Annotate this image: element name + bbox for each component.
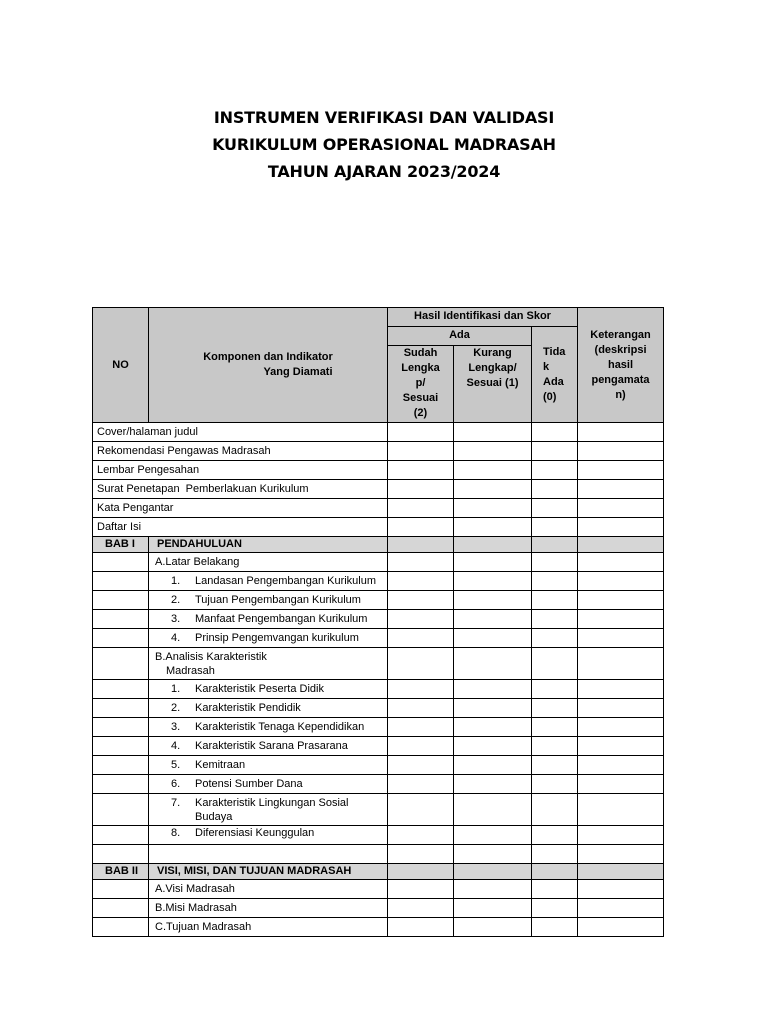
score-cell-sudah[interactable]: [388, 918, 454, 937]
header-kurang: [454, 346, 532, 423]
header-komponen: [149, 308, 388, 423]
keterangan-cell[interactable]: [578, 610, 664, 629]
score-cell-sudah[interactable]: [388, 461, 454, 480]
score-cell-kurang[interactable]: [454, 648, 532, 680]
score-cell-tidak[interactable]: [532, 629, 578, 648]
keterangan-cell[interactable]: [578, 591, 664, 610]
table-row: [93, 699, 664, 718]
score-cell-kurang[interactable]: [454, 775, 532, 794]
score-cell-kurang[interactable]: [454, 629, 532, 648]
score-cell-kurang[interactable]: [454, 899, 532, 918]
header-sudah-line4: Sesuai: [402, 392, 439, 404]
score-cell-kurang[interactable]: [454, 423, 532, 442]
score-cell-kurang[interactable]: [454, 918, 532, 937]
score-cell-kurang[interactable]: [454, 572, 532, 591]
table-row: [93, 423, 664, 442]
header-keterangan-line3: hasil: [607, 358, 634, 371]
header-keterangan: [578, 308, 664, 423]
item-label: Daftar Isi: [93, 518, 388, 537]
table-row: [93, 880, 664, 899]
header-no: NO: [93, 308, 149, 423]
bab-row: [93, 537, 664, 553]
score-cell-sudah[interactable]: [388, 499, 454, 518]
score-cell-sudah[interactable]: [388, 648, 454, 680]
score-cell-sudah[interactable]: [388, 680, 454, 699]
bab-number: BAB II: [93, 864, 149, 880]
item-text: Karakteristik Peserta Didik: [195, 683, 324, 695]
score-cell-tidak[interactable]: [532, 648, 578, 680]
score-cell-sudah[interactable]: [388, 826, 454, 845]
keterangan-cell[interactable]: [578, 737, 664, 756]
score-cell-sudah[interactable]: [388, 423, 454, 442]
item-text: Karakteristik Pendidik: [195, 702, 301, 714]
header-sudah-line1: Sudah: [403, 347, 438, 359]
score-cell-tidak[interactable]: [532, 845, 578, 864]
header-keterangan-line2: (deskripsi: [594, 343, 647, 356]
keterangan-cell[interactable]: [578, 461, 664, 480]
score-cell-sudah[interactable]: [388, 699, 454, 718]
header-tidak-line4: (0): [543, 390, 557, 403]
keterangan-cell[interactable]: [578, 718, 664, 737]
keterangan-cell[interactable]: [578, 499, 664, 518]
table-row: [93, 826, 664, 845]
item-number: 3.: [171, 721, 181, 733]
item-text: Tujuan Pengembangan Kurikulum: [195, 594, 361, 606]
table-row: [93, 899, 664, 918]
header-ada: Ada: [388, 327, 532, 346]
header-tidak-line1: Tida: [543, 345, 566, 358]
keterangan-cell[interactable]: [578, 518, 664, 537]
section-label-line1: B.Analisis Karakteristik: [155, 651, 267, 663]
score-cell-tidak[interactable]: [532, 775, 578, 794]
title-line-1: INSTRUMEN VERIFIKASI DAN VALIDASI: [213, 108, 555, 127]
score-cell-kurang[interactable]: [454, 845, 532, 864]
table-row: [93, 918, 664, 937]
score-cell-sudah[interactable]: [388, 845, 454, 864]
keterangan-cell[interactable]: [578, 794, 664, 826]
keterangan-cell[interactable]: [578, 648, 664, 680]
score-cell-sudah[interactable]: [388, 591, 454, 610]
keterangan-cell[interactable]: [578, 680, 664, 699]
table-row: [93, 518, 664, 537]
score-cell-tidak[interactable]: [532, 918, 578, 937]
table-row: [93, 461, 664, 480]
item-text: Kemitraan: [195, 759, 246, 771]
bab-number: BAB I: [93, 537, 149, 553]
title-line-3: TAHUN AJARAN 2023/2024: [267, 162, 501, 181]
score-cell-tidak[interactable]: [532, 794, 578, 826]
section-label: A.Latar Belakang: [149, 553, 388, 572]
bab-title: VISI, MISI, DAN TUJUAN MADRASAH: [149, 864, 388, 880]
table-row: [93, 629, 664, 648]
header-sudah: [388, 346, 454, 423]
score-cell-sudah[interactable]: [388, 899, 454, 918]
header-keterangan-line1: Keterangan: [590, 328, 651, 341]
table-row: [93, 442, 664, 461]
score-cell-tidak[interactable]: [532, 461, 578, 480]
bab-title: PENDAHULUAN: [149, 537, 388, 553]
score-cell-sudah[interactable]: [388, 880, 454, 899]
score-cell-kurang[interactable]: [454, 553, 532, 572]
score-cell-tidak[interactable]: [532, 572, 578, 591]
table-row: [93, 718, 664, 737]
section-label: B.Misi Madrasah: [149, 899, 388, 918]
item-number: 2.: [171, 594, 181, 606]
bab-row: [93, 864, 664, 880]
section-label: A.Visi Madrasah: [149, 880, 388, 899]
score-cell-sudah[interactable]: [388, 442, 454, 461]
item-text: Prinsip Pengemvangan kurikulum: [195, 632, 359, 644]
item-number: 4.: [171, 632, 181, 644]
score-cell-kurang[interactable]: [454, 610, 532, 629]
score-cell-tidak[interactable]: [532, 899, 578, 918]
score-cell-sudah[interactable]: [388, 718, 454, 737]
item-number: 1.: [171, 575, 181, 587]
item-text-line2: Budaya: [195, 811, 233, 823]
score-cell-tidak[interactable]: [532, 553, 578, 572]
header-keterangan-line5: n): [615, 388, 626, 401]
item-label: Kata Pengantar: [93, 499, 388, 518]
table-row: [93, 553, 664, 572]
score-cell-tidak[interactable]: [532, 699, 578, 718]
item-label: Surat Penetapan Pemberlakuan Kurikulum: [93, 480, 388, 499]
score-cell-sudah[interactable]: [388, 572, 454, 591]
score-cell-tidak[interactable]: [532, 591, 578, 610]
score-cell-tidak[interactable]: [532, 423, 578, 442]
verification-table: [92, 307, 664, 937]
item-number: 1.: [171, 683, 181, 695]
header-sudah-line3: p/: [415, 377, 426, 389]
table-row: [93, 775, 664, 794]
score-cell-tidak[interactable]: [532, 737, 578, 756]
score-cell-sudah[interactable]: [388, 610, 454, 629]
item-text: Potensi Sumber Dana: [195, 778, 303, 790]
score-cell-kurang[interactable]: [454, 480, 532, 499]
score-cell-kurang[interactable]: [454, 442, 532, 461]
score-cell-sudah[interactable]: [388, 737, 454, 756]
score-cell-kurang[interactable]: [454, 499, 532, 518]
header-kurang-line1: Kurang: [473, 347, 512, 359]
table-row: [93, 480, 664, 499]
item-number: 2.: [171, 702, 181, 714]
score-cell-kurang[interactable]: [454, 591, 532, 610]
keterangan-cell[interactable]: [578, 553, 664, 572]
keterangan-cell[interactable]: [578, 480, 664, 499]
table-row-empty: [93, 845, 664, 864]
score-cell-kurang[interactable]: [454, 826, 532, 845]
score-cell-kurang[interactable]: [454, 756, 532, 775]
document-title: [0, 104, 768, 185]
keterangan-cell[interactable]: [578, 880, 664, 899]
keterangan-cell[interactable]: [578, 629, 664, 648]
keterangan-cell[interactable]: [578, 442, 664, 461]
header-hasil: Hasil Identifikasi dan Skor: [388, 308, 578, 327]
score-cell-tidak[interactable]: [532, 680, 578, 699]
table-row: [93, 756, 664, 775]
table-row: [93, 572, 664, 591]
keterangan-cell[interactable]: [578, 572, 664, 591]
score-cell-sudah[interactable]: [388, 518, 454, 537]
table-row: [93, 737, 664, 756]
keterangan-cell[interactable]: [578, 775, 664, 794]
keterangan-cell[interactable]: [578, 899, 664, 918]
keterangan-cell[interactable]: [578, 845, 664, 864]
item-text: Manfaat Pengembangan Kurikulum: [195, 613, 368, 625]
table-row: [93, 680, 664, 699]
score-cell-kurang[interactable]: [454, 461, 532, 480]
item-text: Karakteristik Sarana Prasarana: [195, 740, 348, 752]
item-number: 3.: [171, 613, 181, 625]
item-number: 5.: [171, 759, 181, 771]
header-kurang-line2: Lengkap/: [468, 362, 517, 374]
item-text: Diferensiasi Keunggulan: [195, 827, 315, 839]
score-cell-tidak[interactable]: [532, 442, 578, 461]
keterangan-cell[interactable]: [578, 826, 664, 845]
score-cell-sudah[interactable]: [388, 553, 454, 572]
header-sudah-line2: Lengka: [401, 362, 440, 374]
section-label: C.Tujuan Madrasah: [149, 918, 388, 937]
score-cell-tidak[interactable]: [532, 610, 578, 629]
item-number: 6.: [171, 778, 181, 790]
score-cell-sudah[interactable]: [388, 480, 454, 499]
header-kurang-line3: Sesuai (1): [466, 377, 519, 389]
score-cell-kurang[interactable]: [454, 680, 532, 699]
header-tidak-line2: k: [543, 360, 550, 373]
header-komponen-line1: Komponen dan Indikator: [203, 351, 333, 363]
score-cell-kurang[interactable]: [454, 794, 532, 826]
keterangan-cell[interactable]: [578, 699, 664, 718]
section-label: [149, 648, 388, 680]
item-label: Rekomendasi Pengawas Madrasah: [93, 442, 388, 461]
score-cell-sudah[interactable]: [388, 629, 454, 648]
item-label: Cover/halaman judul: [93, 423, 388, 442]
item-text: Landasan Pengembangan Kurikulum: [195, 575, 377, 587]
table-row: [93, 499, 664, 518]
keterangan-cell[interactable]: [578, 423, 664, 442]
item-label: Lembar Pengesahan: [93, 461, 388, 480]
score-cell-sudah[interactable]: [388, 756, 454, 775]
score-cell-tidak[interactable]: [532, 499, 578, 518]
header-komponen-line2: Yang Diamati: [263, 366, 333, 378]
item-text: Karakteristik Lingkungan Sosial: [195, 797, 349, 809]
table-row: [93, 610, 664, 629]
header-sudah-line5: (2): [413, 407, 428, 419]
header-keterangan-line4: pengamata: [591, 373, 650, 386]
item-number: 7.: [171, 797, 181, 809]
item-text: Karakteristik Tenaga Kependidikan: [195, 721, 365, 733]
score-cell-tidak[interactable]: [532, 518, 578, 537]
score-cell-tidak[interactable]: [532, 880, 578, 899]
table-row: [93, 648, 664, 680]
score-cell-tidak[interactable]: [532, 718, 578, 737]
score-cell-kurang[interactable]: [454, 718, 532, 737]
score-cell-kurang[interactable]: [454, 699, 532, 718]
table-row: [93, 591, 664, 610]
score-cell-kurang[interactable]: [454, 880, 532, 899]
score-cell-tidak[interactable]: [532, 480, 578, 499]
score-cell-sudah[interactable]: [388, 794, 454, 826]
item-number: 8.: [171, 827, 181, 839]
table-row: [93, 794, 664, 826]
score-cell-kurang[interactable]: [454, 518, 532, 537]
score-cell-kurang[interactable]: [454, 737, 532, 756]
keterangan-cell[interactable]: [578, 918, 664, 937]
score-cell-tidak[interactable]: [532, 756, 578, 775]
title-line-2: KURIKULUM OPERASIONAL MADRASAH: [212, 135, 556, 154]
section-label-line2: Madrasah: [166, 665, 215, 677]
score-cell-tidak[interactable]: [532, 826, 578, 845]
score-cell-sudah[interactable]: [388, 775, 454, 794]
header-tidak-line3: Ada: [543, 375, 564, 388]
keterangan-cell[interactable]: [578, 756, 664, 775]
header-tidak-ada: [532, 327, 578, 423]
item-number: 4.: [171, 740, 181, 752]
